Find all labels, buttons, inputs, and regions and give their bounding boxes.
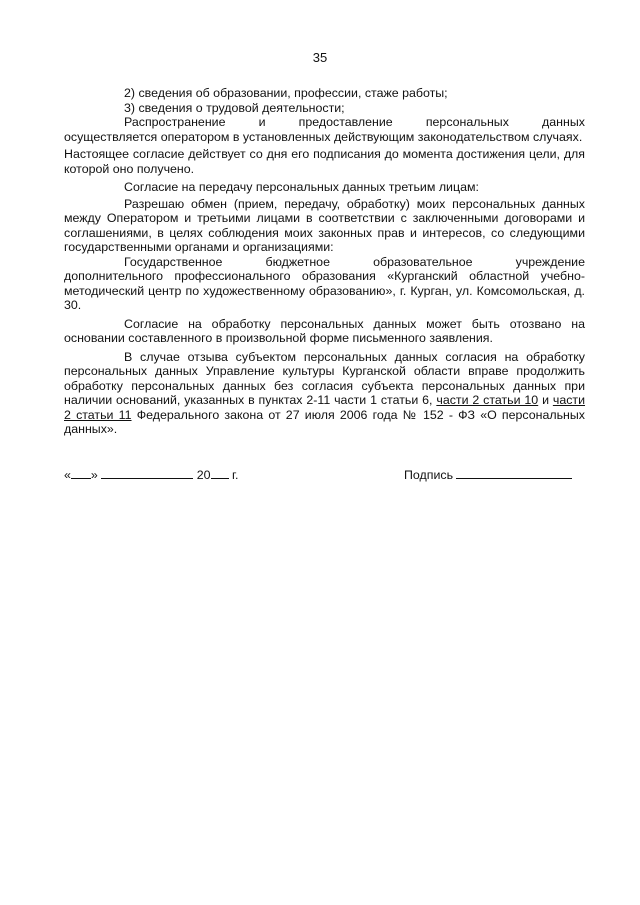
paragraph-distribution-rest: осуществляется оператором в установленных действующим законодательством случаях. [64, 129, 583, 144]
day-blank [71, 467, 91, 479]
word: предоставление [298, 115, 393, 129]
withdrawal-text: Федерального закона от 27 июля 2006 года № 152 - ФЗ «О персональных данных». [64, 407, 586, 436]
year-prefix: 20 [196, 468, 211, 482]
paragraph-revocation: Согласие на обработку персональных данных может быть отозвано на основании составленного в произвольной форме письменного заявления. [64, 316, 585, 345]
section-heading-third-party: Согласие на передачу персональных данных третьим лицам: [124, 180, 479, 194]
signature-field[interactable] [404, 467, 572, 483]
quote-mark: « [64, 468, 71, 482]
word: данных [542, 115, 585, 129]
word: образовательное [373, 254, 473, 269]
month-blank [101, 467, 193, 479]
list-item-education: 2) сведения об образовании, профессии, стаже работы; [124, 86, 448, 100]
document-body [64, 86, 585, 437]
date-field[interactable] [64, 467, 238, 483]
year-blank [211, 467, 229, 479]
withdrawal-text: и [538, 393, 553, 407]
list-item-employment: 3) сведения о трудовой деятельности; [124, 100, 345, 115]
word: Распространение [124, 115, 226, 129]
signature-blank [456, 467, 572, 479]
paragraph-withdrawal [64, 350, 585, 437]
paragraph-validity: Настоящее согласие действует со дня его подписания до момента достижения цели, для которой оно получено. [64, 147, 585, 176]
word: персональных [425, 115, 509, 129]
page-number: 35 [312, 50, 328, 65]
word: бюджетное [265, 254, 330, 269]
withdrawal-text: В случае отзыва субъектом персональных данных согласия на обработку персональных данных Управление культуры Курганской области вправе продолжить обработку персональных данных без согласия субъекта персональных данных при наличии оснований, указанных в пунктах 2-11 части 1 статьи 6, [64, 349, 585, 407]
law-reference-link[interactable]: части 2 статьи 11 [64, 393, 586, 422]
paragraph-permission: Разрешаю обмен (прием, передачу, обработку) моих персональных данных между Оператором и третьими лицами в соответствии с заключенными договорами и соглашениями, в целях соблюдения моих законных прав и интересов, со следующими государственными органами и организациями: [64, 196, 585, 254]
quote-mark: » [90, 468, 98, 482]
signature-block [64, 467, 585, 485]
word: учреждение [515, 254, 585, 269]
word: Государственное [124, 254, 223, 269]
law-reference-link[interactable]: части 2 статьи 10 [436, 393, 539, 407]
word: и [258, 115, 266, 129]
paragraph-organization [64, 255, 585, 313]
paragraph-distribution [64, 115, 585, 144]
signature-label: Подпись [404, 468, 457, 482]
year-suffix: г. [228, 468, 239, 482]
organization-details: дополнительного профессионального образования «Курганский областной учебно-методический центр по художественному образованию», г. Курган, ул. Комсомольская, д. 30. [64, 269, 585, 312]
